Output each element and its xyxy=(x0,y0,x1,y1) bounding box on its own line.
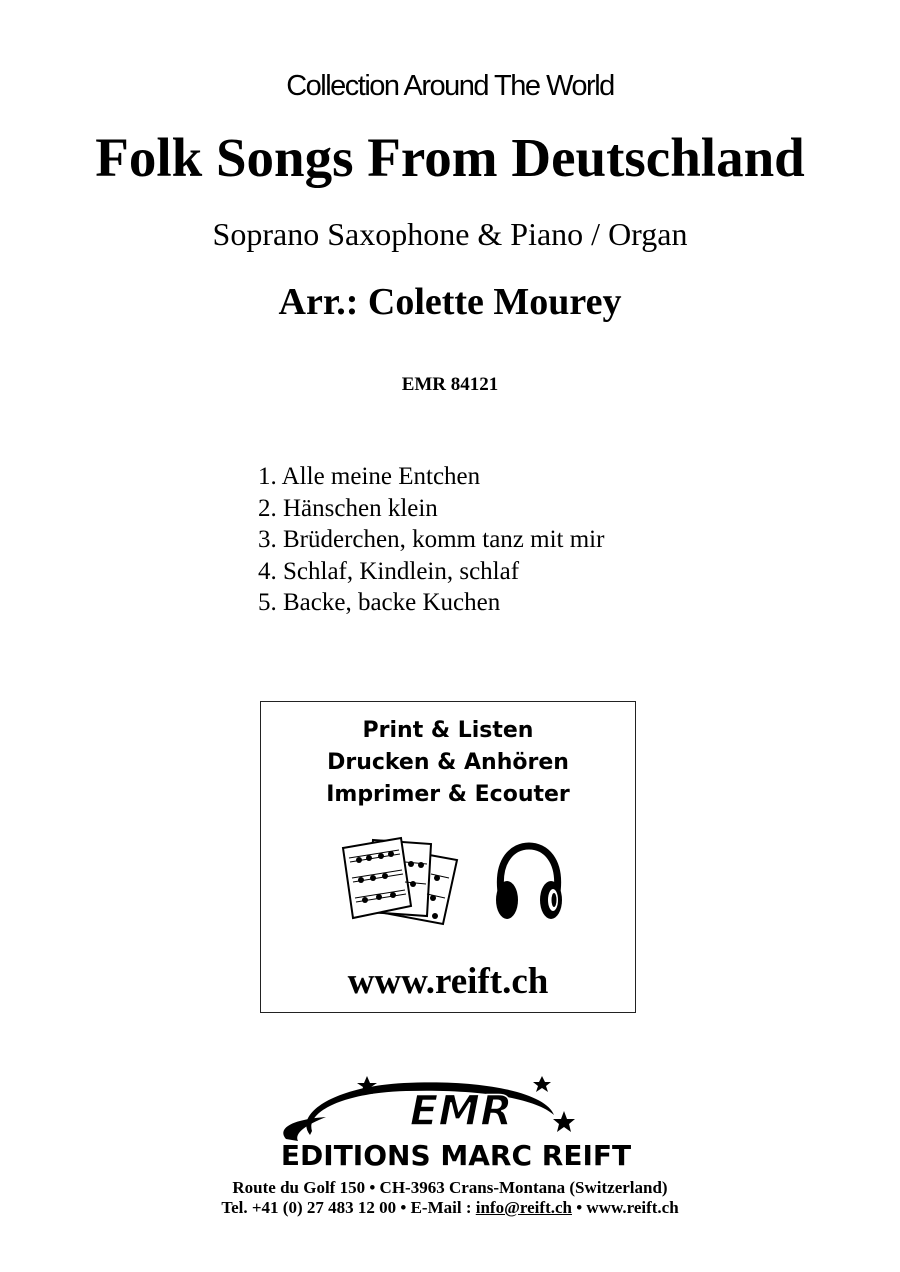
logo-emr-text: EMR xyxy=(409,1086,513,1135)
sheet-music-icon xyxy=(339,834,467,930)
website-url[interactable]: www.reift.ch xyxy=(347,961,549,1002)
print-listen-box xyxy=(260,701,636,1013)
list-item: 3. Brüderchen, komm tanz mit mir xyxy=(258,526,605,553)
page-title: Folk Songs From Deutschland xyxy=(95,127,805,188)
list-item: 1. Alle meine Entchen xyxy=(258,463,481,490)
list-item: 2. Hänschen klein xyxy=(258,494,438,522)
emr-logo xyxy=(236,1073,676,1173)
song-list xyxy=(258,461,604,619)
catalog-number: EMR 84121 xyxy=(401,374,499,395)
web-text: • www.reift.ch xyxy=(571,1198,679,1217)
headphones-icon xyxy=(493,842,565,924)
list-item: 5. Backe, backe Kuchen xyxy=(258,589,501,616)
collection-title: Collection Around The World xyxy=(286,70,614,102)
publisher-contact xyxy=(0,1198,900,1218)
publisher-address: Route du Golf 150 • CH-3963 Crans-Montana (Switzerland) xyxy=(232,1178,668,1197)
email-link[interactable]: info@reift.ch xyxy=(475,1198,572,1217)
arranger: Arr.: Colette Mourey xyxy=(278,281,622,323)
logo-publisher-name: EDITIONS MARC REIFT xyxy=(280,1139,632,1172)
promo-line-imprimer-ecouter: Imprimer & Ecouter xyxy=(326,782,570,807)
list-item: 4. Schlaf, Kindlein, schlaf xyxy=(258,557,520,585)
promo-line-print-listen: Print & Listen xyxy=(362,718,534,743)
phone-text: Tel. +41 (0) 27 483 12 00 • E-Mail : xyxy=(221,1198,476,1217)
instrumentation: Soprano Saxophone & Piano / Organ xyxy=(212,216,688,252)
promo-line-drucken-anhoren: Drucken & Anhören xyxy=(327,750,569,775)
